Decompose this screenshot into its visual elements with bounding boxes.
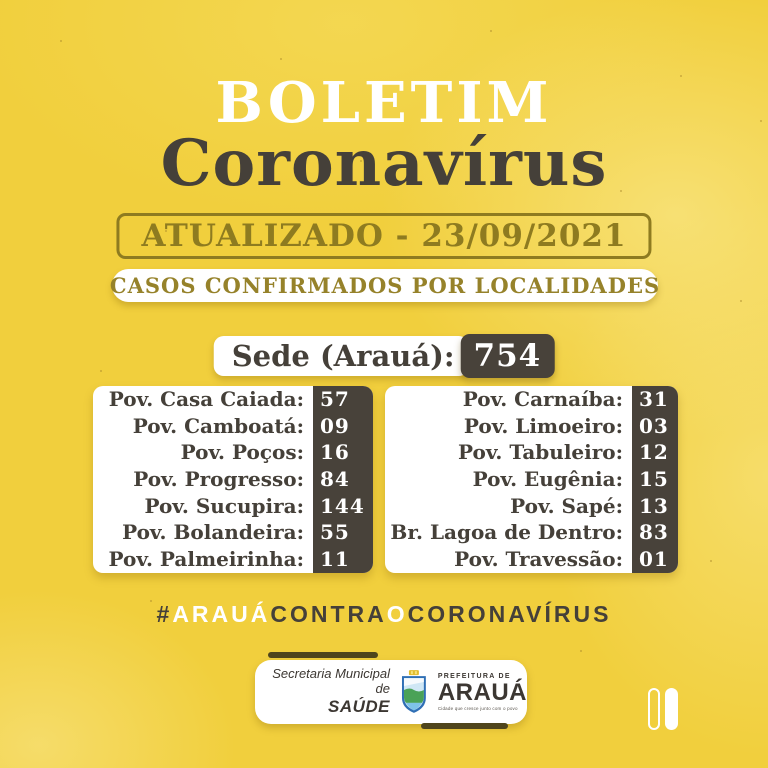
pill-solid-icon bbox=[665, 688, 678, 730]
locality-value: 55 bbox=[313, 519, 373, 546]
locality-label: Pov. Progresso: bbox=[133, 467, 304, 492]
locality-label: Pov. Tabuleiro: bbox=[457, 440, 623, 465]
sede-value: 754 bbox=[473, 338, 542, 374]
sede-label-pill bbox=[214, 336, 469, 376]
locality-label: Pov. Carnaíba: bbox=[462, 387, 623, 411]
locality-value: 13 bbox=[632, 493, 678, 520]
locality-value: 16 bbox=[313, 439, 373, 466]
locality-value: 84 bbox=[313, 466, 373, 493]
paper-texture-specks bbox=[60, 40, 62, 42]
locality-value: 12 bbox=[632, 439, 678, 466]
footer-accent-bar-bottom bbox=[421, 723, 508, 729]
locality-label: Pov. Eugênia: bbox=[472, 467, 623, 492]
locality-panel-right bbox=[385, 386, 678, 573]
locality-panels bbox=[93, 386, 678, 573]
hashtag-part: ARAUÁ bbox=[172, 601, 271, 627]
locality-label: Pov. Poços: bbox=[180, 440, 304, 465]
araua-coat-of-arms-icon bbox=[400, 670, 428, 714]
sede-total-row bbox=[214, 334, 555, 378]
footer-accent-bar-top bbox=[268, 652, 378, 658]
updated-date-text: ATUALIZADO - 23/09/2021 bbox=[141, 218, 627, 254]
locality-value: 03 bbox=[632, 413, 678, 440]
hashtag-part: CORONAVÍRUS bbox=[407, 601, 612, 627]
hashtag-part: O bbox=[386, 601, 408, 627]
secretaria-line: Secretaria Municipal de bbox=[272, 666, 390, 697]
double-pill-pause-icon bbox=[648, 688, 678, 730]
locality-label: Pov. Palmeirinha: bbox=[108, 547, 304, 572]
locality-value: 15 bbox=[632, 466, 678, 493]
hashtag-part: CONTRA bbox=[270, 601, 387, 627]
locality-label: Pov. Sapé: bbox=[510, 493, 623, 518]
updated-date-box bbox=[116, 213, 651, 259]
prefeitura-block bbox=[438, 673, 527, 712]
locality-value: 11 bbox=[313, 546, 373, 573]
locality-value: 09 bbox=[313, 413, 373, 440]
page-title: BOLETIM bbox=[215, 70, 553, 136]
secretaria-name: SAÚDE bbox=[327, 697, 390, 717]
locality-label: Pov. Limoeiro: bbox=[463, 413, 623, 438]
prefeitura-name: ARAUÁ bbox=[437, 678, 527, 706]
locality-label: Pov. Casa Caiada: bbox=[108, 387, 304, 411]
locality-value: 83 bbox=[632, 519, 678, 546]
prefeitura-tagline: Cidade que cresce junto com o povo bbox=[437, 705, 518, 711]
hashtag-part: # bbox=[156, 601, 173, 627]
locality-label: Pov. Travessão: bbox=[454, 547, 623, 572]
locality-panel-left bbox=[93, 386, 373, 573]
footer-card bbox=[255, 660, 527, 724]
prefeitura-label: PREFEITURA DE bbox=[437, 672, 511, 680]
locality-value: 144 bbox=[313, 493, 373, 520]
campaign-hashtag bbox=[0, 601, 768, 628]
locality-label: Pov. Sucupira: bbox=[144, 493, 304, 518]
locality-label: Pov. Camboatá: bbox=[132, 413, 304, 438]
sede-value-box bbox=[461, 334, 555, 378]
locality-label: Br. Lagoa de Dentro: bbox=[390, 520, 623, 545]
page-subtitle: Coronavírus bbox=[160, 126, 608, 201]
locality-label: Pov. Bolandeira: bbox=[122, 520, 304, 545]
locality-value: 01 bbox=[632, 546, 678, 573]
section-title-text: CASOS CONFIRMADOS POR LOCALIDADES bbox=[109, 273, 661, 298]
locality-value: 31 bbox=[632, 386, 678, 413]
section-title-bar bbox=[109, 269, 661, 302]
sede-label: Sede (Arauá): bbox=[231, 339, 455, 373]
secretaria-block bbox=[255, 667, 390, 716]
locality-value: 57 bbox=[313, 386, 373, 413]
pill-outline-icon bbox=[648, 688, 660, 730]
